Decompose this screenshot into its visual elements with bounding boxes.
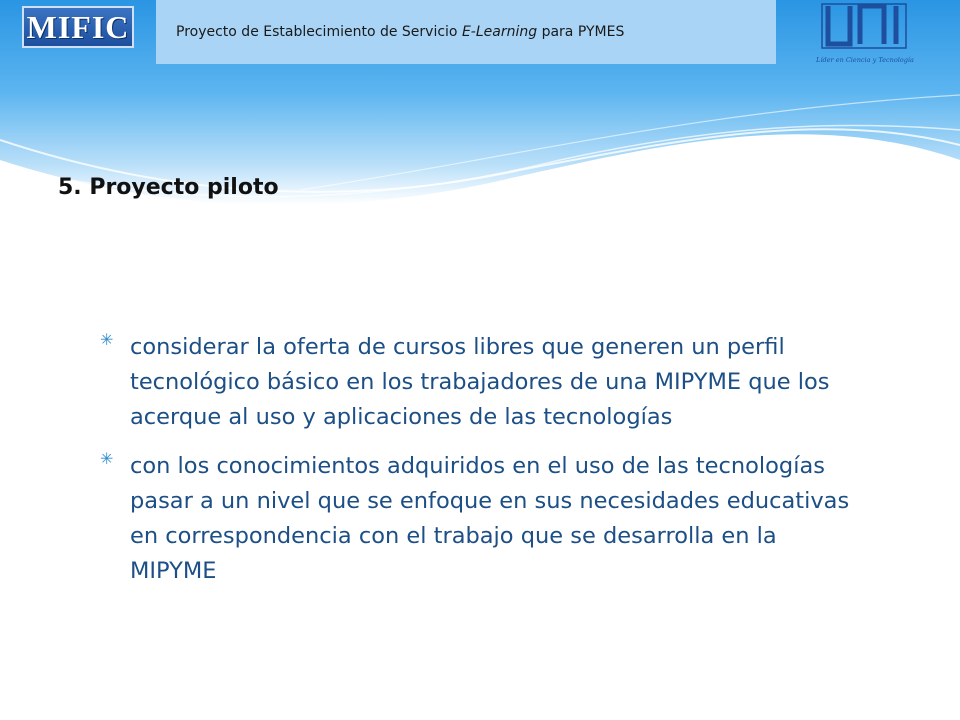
bullet-text: considerar la oferta de cursos libres que generen un perfil tecnológico básico en los trabajadores de una MIPYME que los acerque al uso y aplicaciones de las tecnologías [130,334,830,430]
uni-logo-motto: Líder en Ciencia y Tecnología [816,56,914,64]
section-title: 5. Proyecto piloto [58,175,279,200]
bullet-text: con los conocimientos adquiridos en el uso de las tecnologías pasar a un nivel que se enfoque en sus necesidades educativas en correspondencia con el trabajo que se desarrolla en la MIPYME [130,453,850,584]
list-item [100,330,860,435]
asterisk-icon: ✳ [100,330,114,349]
uni-logo [812,2,918,70]
asterisk-icon: ✳ [100,449,114,468]
header-title-box [156,0,776,64]
list-item [100,449,860,589]
bullet-list [100,330,860,603]
mific-logo: MIFIC [22,6,134,48]
header-title: Proyecto de Establecimiento de Servicio E-Learning para PYMES [176,24,625,40]
